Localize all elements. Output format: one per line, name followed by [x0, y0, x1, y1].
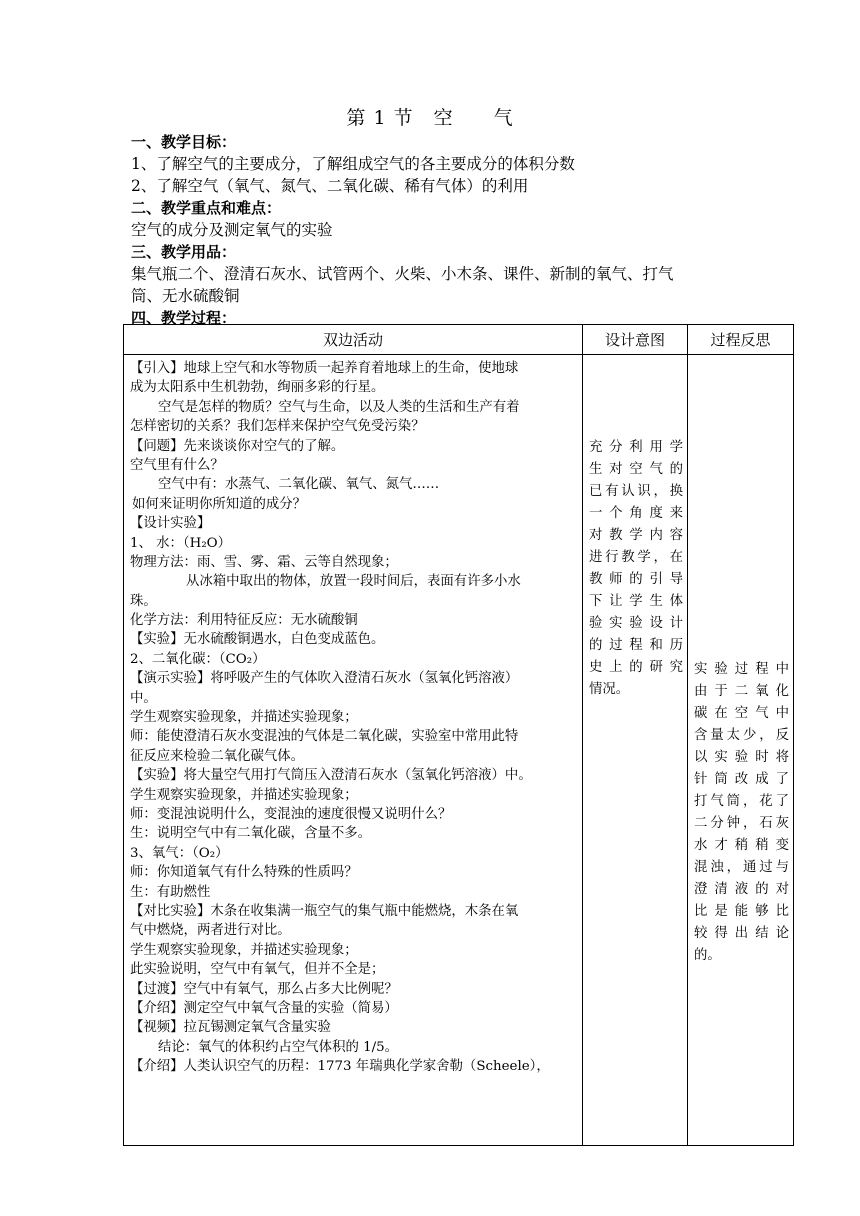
reflection-cell — [688, 355, 794, 1146]
reflection-line: 比是能够比 — [694, 904, 789, 919]
intent-line: 验实验设计 — [589, 616, 683, 631]
activity-line: 【介绍】测定空气中氧气含量的实验（简易） — [130, 1000, 398, 1016]
activity-line: 化学方法：利用特征反应：无水硫酸铜 — [130, 613, 358, 629]
section-heading-materials: 三、教学用品： — [131, 243, 237, 261]
intent-line: 情况。 — [589, 682, 630, 697]
activities-cell — [124, 355, 583, 1146]
activity-lines — [130, 359, 582, 1076]
objective-line-1: 1、了解空气的主要成分，了解组成空气的各主要成分的体积分数 — [131, 155, 575, 173]
activity-line: 【实验】将大量空气用打气筒压入澄清石灰水（氢氧化钙溶液）中。 — [130, 768, 532, 784]
reflection-line: 打气筒，花了 — [694, 794, 789, 809]
activity-line: 空气中有：水蒸气、二氧化碳、氧气、氮气…… — [158, 477, 440, 493]
activity-line: 【问题】先来谈谈你对空气的了解。 — [130, 438, 345, 454]
intent-line: 一个角度来 — [589, 506, 683, 521]
intent-line: 进行教学，在 — [589, 550, 683, 565]
reflection-text — [688, 659, 793, 967]
intent-line: 的过程和历 — [589, 638, 683, 653]
page-title: 第 1 节 空 气 — [346, 107, 514, 129]
activity-line: 1、 水：（H₂O） — [130, 535, 232, 551]
section-heading-process: 四、教学过程： — [131, 309, 237, 327]
design-intent-cell — [583, 355, 688, 1146]
activity-line: 【引入】地球上空气和水等物质一起养育着地球上的生命，使地球 — [130, 361, 519, 376]
activity-line: 【过渡】空气中有氧气，那么占多大比例呢？ — [130, 981, 398, 997]
lesson-plan-header — [131, 131, 771, 329]
intent-line: 下让学生体 — [589, 594, 683, 609]
reflection-line: 混浊，通过与 — [694, 860, 789, 875]
activity-line: 【视频】拉瓦锡测定氧气含量实验 — [130, 1020, 331, 1036]
activity-line: 师：变混浊说明什么，变混浊的速度很慢又说明什么？ — [130, 806, 452, 822]
activity-line: 珠。 — [130, 593, 157, 609]
activity-line: 怎样密切的关系？我们怎样来保护空气免受污染？ — [130, 419, 425, 435]
activity-line: 征反应来检验二氧化碳气体。 — [130, 748, 305, 764]
intent-line: 生对空气的 — [589, 462, 683, 477]
materials-line-1: 集气瓶二个、澄清石灰水、试管两个、火柴、小木条、课件、新制的氧气、打气 — [131, 265, 674, 283]
activity-line: 空气里有什么？ — [130, 457, 224, 473]
reflection-line: 碳在空气中 — [694, 706, 789, 721]
activity-line: 物理方法：雨、雪、雾、霜、云等自然现象； — [130, 554, 398, 570]
intent-line: 已有认识，换 — [589, 484, 683, 499]
teaching-process-table — [123, 324, 794, 1146]
reflection-line: 二分钟，石灰 — [694, 816, 789, 831]
reflection-line: 澄清液的对 — [694, 882, 789, 897]
reflection-line: 水才稍稍变 — [694, 838, 789, 853]
activity-line: 生：说明空气中有二氧化碳，含量不多。 — [130, 826, 372, 842]
reflection-line: 较得出结论 — [694, 926, 789, 941]
activity-line: 【设计实验】 — [130, 516, 211, 532]
intent-line: 教师的引导 — [589, 572, 683, 587]
activity-line: 结论：氧气的体积约占空气体积的 1/5。 — [158, 1039, 399, 1055]
activity-line: 【实验】无水硫酸铜遇水，白色变成蓝色。 — [130, 632, 385, 648]
activity-line: 气中燃烧，两者进行对比。 — [130, 923, 291, 939]
reflection-line: 实验过程中 — [694, 662, 789, 677]
column-header-activities: 双边活动 — [124, 325, 583, 355]
reflection-line: 以实验时将 — [694, 750, 789, 765]
reflection-line: 含量太少，反 — [694, 728, 789, 743]
activity-line: 3、氧气：（O₂） — [130, 845, 229, 861]
activity-line: 从冰箱中取出的物体，放置一段时间后，表面有许多小水 — [186, 574, 521, 590]
activity-line: 空气是怎样的物质？空气与生命，以及人类的生活和生产有着 — [158, 399, 520, 415]
activity-line: 成为太阳系中生机勃勃，绚丽多彩的行星。 — [130, 380, 385, 396]
activity-line: 生：有助燃性 — [130, 884, 211, 900]
activity-line: 如何来证明你所知道的成分？ — [132, 496, 307, 512]
intent-line: 史上的研究 — [589, 660, 683, 675]
activity-line: 师：你知道氧气有什么特殊的性质吗？ — [130, 865, 358, 881]
column-header-reflection: 过程反思 — [688, 325, 794, 355]
key-points-line: 空气的成分及测定氧气的实验 — [131, 221, 333, 239]
activity-line: 此实验说明，空气中有氧气，但并不全是； — [130, 962, 385, 978]
reflection-line: 由于二氧化 — [694, 684, 789, 699]
activity-line: 学生观察实验现象，并描述实验现象； — [130, 710, 358, 726]
objective-line-2: 2、了解空气（氧气、氮气、二氧化碳、稀有气体）的利用 — [131, 177, 529, 195]
section-heading-key-points: 二、教学重点和难点： — [131, 199, 282, 217]
section-heading-objectives: 一、教学目标： — [131, 133, 237, 151]
activity-line: 中。 — [130, 690, 157, 706]
activity-line: 师：能使澄清石灰水变混浊的气体是二氧化碳，实验室中常用此特 — [130, 729, 519, 745]
design-intent-text — [583, 437, 687, 701]
activity-line: 【介绍】人类认识空气的历程：1773 年瑞典化学家舍勒（Scheele）， — [130, 1059, 550, 1075]
activity-line: 学生观察实验现象，并描述实验现象； — [130, 942, 358, 958]
activity-line: 【演示实验】将呼吸产生的气体吹入澄清石灰水（氢氧化钙溶液） — [130, 671, 519, 687]
materials-line-2: 筒、无水硫酸铜 — [131, 287, 240, 305]
activity-line: 学生观察实验现象，并描述实验现象； — [130, 787, 358, 803]
reflection-line: 的。 — [694, 948, 721, 963]
activity-line: 2、二氧化碳：（CO₂） — [130, 651, 266, 667]
intent-line: 充分利用学 — [589, 440, 683, 455]
column-header-design-intent: 设计意图 — [583, 325, 688, 355]
activity-line: 【对比实验】木条在收集满一瓶空气的集气瓶中能燃烧，木条在氧 — [130, 903, 519, 919]
intent-line: 对教学内容 — [589, 528, 683, 543]
reflection-line: 针筒改成了 — [694, 772, 789, 787]
